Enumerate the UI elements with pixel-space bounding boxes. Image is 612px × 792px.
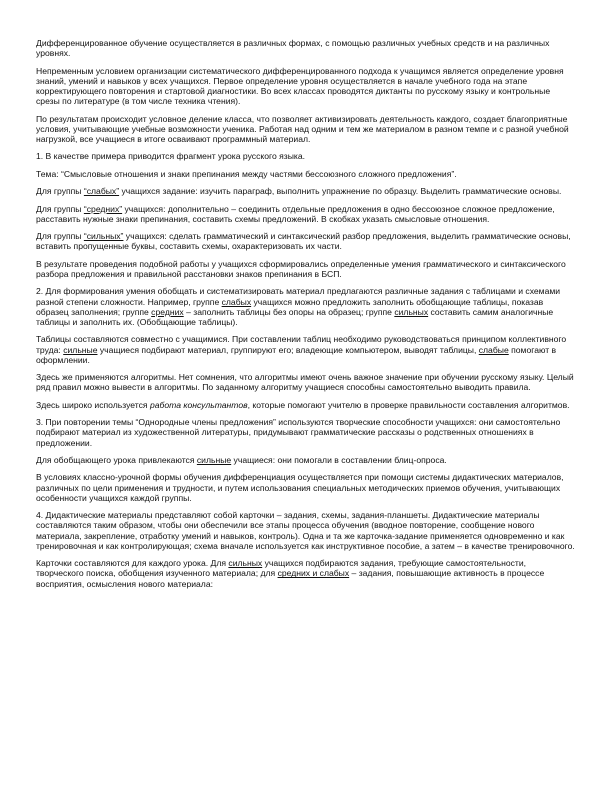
paragraph-17: 4. Дидактические материалы представляют собой карточки – задания, схемы, задания-планшеты. Дидактические материалы составляются таким образом, чтобы они обеспечили все этапы процесса обучения (вводное повторение, сообщение нового материала, закрепление, отработку умений и навыков, контроль). Одна и та же карточка-задание применяется одновременно и как тренировочная и как контролирующая; схема вначале используется как инструктивное пособие, а затем – в качестве тренировочного. bbox=[36, 510, 575, 551]
paragraph-10 bbox=[36, 286, 576, 327]
underlined-strong: сильных bbox=[394, 306, 429, 317]
text-run: учащиеся подбирают материал, группируют его; владеющие компьютером, выводят таблицы, bbox=[97, 344, 479, 355]
text-run: – задания, повышающие активность в процессе восприятия, осмысления нового материала: bbox=[36, 568, 545, 589]
paragraph-7 bbox=[36, 204, 576, 224]
underlined-weak: слабые bbox=[478, 344, 509, 355]
paragraph-3: По результатам происходит условное деление класса, что позволяет активизировать деятельность каждого, создает благоприятные условия, учитывающие учебные возможности ученика. Работая над одним и тем же материалом в разном темпе и с разной учебной нагрузкой, все учащиеся в итоге осваивают программный материал. bbox=[36, 113, 569, 144]
text-run: Для группы bbox=[36, 231, 84, 242]
paragraph-5: Тема: “Смысловые отношения и знаки препинания между частями бессоюзного сложного предложения”. bbox=[36, 168, 457, 179]
document-page bbox=[36, 38, 576, 596]
paragraph-12: Здесь же применяются алгоритмы. Нет сомнения, что алгоритмы имеют очень важное значение при обучении русскому языку. Целый ряд правил можно вывести в алгоритмы. По заданному алгоритму учащиеся способны самостоятельно выводить правила. bbox=[36, 372, 574, 393]
text-run: учащихся подбираются задания, требующие самостоятельности, творческого поиска, обобщения изученного материала; для bbox=[36, 558, 527, 579]
paragraph-1: Дифференцированное обучение осуществляется в различных формах, с помощью различных учебных средств и на различных уровнях. bbox=[36, 38, 550, 59]
group-medium-label: “средних” bbox=[83, 203, 123, 214]
text-run: учащиеся: они помогали в составлении блиц-опроса. bbox=[231, 454, 447, 465]
paragraph-16: В условиях классно-урочной формы обучения дифференциация осуществляется при помощи системы дидактических материалов, различных по цели применения и трудности, и путем использования специальных методических приемов обучения, учитывающих особенности учащихся каждой группы. bbox=[36, 472, 564, 503]
paragraph-11 bbox=[36, 334, 576, 365]
text-run: 2. Для формирования умения обобщать и систематизировать материал предлагаются различные задания с таблицами и схемами разной степени сложности. Например, группе bbox=[36, 286, 561, 307]
text-run: Для группы bbox=[36, 203, 84, 214]
group-weak-label: “слабых” bbox=[83, 186, 120, 197]
text-run: Здесь широко используется bbox=[36, 399, 150, 410]
italic-consultants: работа консультантов bbox=[149, 399, 248, 410]
text-run: Карточки составляются для каждого урока. Для bbox=[36, 558, 229, 569]
text-run: – заполнить таблицы без опоры на образец; группе bbox=[183, 306, 395, 317]
paragraph-9: В результате проведения подобной работы у учащихся сформировались определенные умения грамматического и синтаксического разбора предложения и правильной расстановки знаков препинания в БСП. bbox=[36, 258, 566, 279]
underlined-medium-weak: средних и слабых bbox=[277, 568, 350, 579]
text-run: Для обобщающего урока привлекаются bbox=[36, 454, 197, 465]
paragraph-4: 1. В качестве примера приводится фрагмент урока русского языка. bbox=[36, 151, 305, 162]
paragraph-13 bbox=[36, 400, 576, 410]
group-strong-label: “сильных” bbox=[83, 231, 124, 242]
text-run: учащихся можно предложить заполнить обобщающие таблицы, показав образец заполнения; группе bbox=[36, 296, 544, 317]
text-run: учащихся: сделать грамматический и синтаксический разбор предложения, выделить грамматические основы, вставить пропущенные буквы, составить схемы, охарактеризовать их части. bbox=[36, 231, 571, 252]
underlined-strong: сильные bbox=[63, 344, 98, 355]
paragraph-2: Непременным условием организации систематического дифференцированного подхода к учащимся является определение уровня знаний, умений и навыков у всех учащихся. Первое определение уровня осуществляется в начале учебного года на этапе корректирующего повторения и стартовой диагностики. Во всех классах проводятся диктанты по русскому языку и контрольные срезы по литературе (в том числе техника чтения). bbox=[36, 65, 564, 107]
text-run: помогают в оформлении. bbox=[36, 344, 557, 365]
paragraph-15 bbox=[36, 455, 576, 465]
paragraph-6 bbox=[36, 186, 576, 196]
paragraph-14: 3. При повторении темы “Однородные члены предложения” используются творческие способности учащихся: они самостоятельно подбирают материал из художественной литературы, придумывают грамматические рассказы о родственных отношениях в предложении. bbox=[36, 417, 561, 448]
paragraph-8 bbox=[36, 231, 576, 251]
underlined-strong: сильные bbox=[196, 454, 232, 465]
text-run: учащихся: дополнительно – соединить отдельные предложения в одно бессоюзное сложное предложение, расставить нужные знаки препинания, составить схемы предложений. В скобках указать смысловые отношения. bbox=[36, 203, 555, 224]
text-run: составить самим аналогичные таблицы и заполнить их. (Обобщающие таблицы). bbox=[36, 306, 554, 327]
text-run: учащихся задание: изучить параграф, выполнить упражнение по образцу. Выделить грамматические основы. bbox=[119, 186, 562, 197]
paragraph-18 bbox=[36, 558, 576, 589]
underlined-weak: слабых bbox=[221, 296, 252, 307]
underlined-strong: сильных bbox=[228, 558, 263, 569]
text-run: Для группы bbox=[36, 186, 84, 197]
underlined-medium: средних bbox=[151, 306, 184, 317]
text-run: , которые помогают учителю в проверке правильности составления алгоритмов. bbox=[247, 399, 570, 410]
text-run: Таблицы составляются совместно с учащимися. При составлении таблиц необходимо руководствоваться принципом коллективного труда: bbox=[36, 334, 567, 355]
